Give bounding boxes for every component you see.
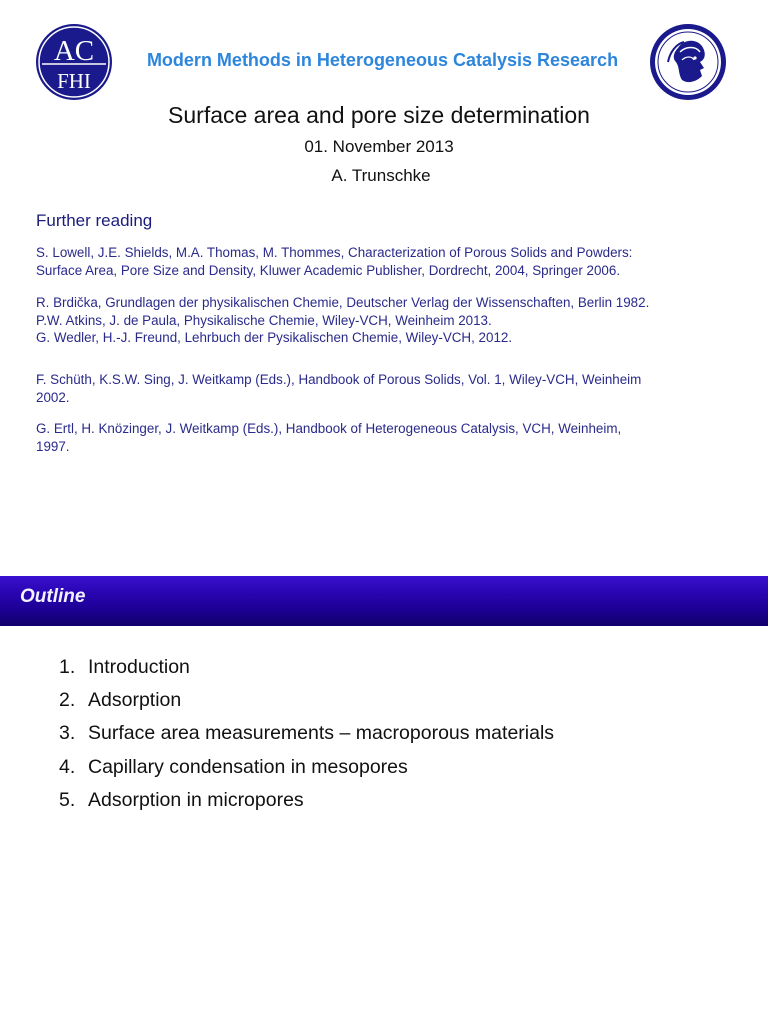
- reference-line: R. Brdička, Grundlagen der physikalischen Chemie, Deutscher Verlag der Wissenschaften, Berlin 1982.: [36, 295, 650, 310]
- reference-line: 1997.: [36, 438, 70, 454]
- outline-item: [59, 789, 304, 812]
- outline-item: [59, 756, 408, 779]
- outline-item-number: 4.: [59, 756, 76, 778]
- logo-text-top: AC: [53, 35, 95, 67]
- further-reading-heading: Further reading: [36, 211, 153, 230]
- reference-line: 2002.: [36, 389, 70, 405]
- outline-item: [59, 689, 181, 712]
- logo-text-bottom: FHI: [57, 69, 91, 93]
- reference-line: F. Schüth, K.S.W. Sing, J. Weitkamp (Eds.), Handbook of Porous Solids, Vol. 1, Wiley-VCH, Weinheim: [36, 372, 642, 387]
- outline-item-number: 5.: [59, 789, 76, 811]
- reference-line: G. Wedler, H.-J. Freund, Lehrbuch der Pysikalischen Chemie, Wiley-VCH, 2012.: [36, 330, 513, 345]
- presentation-author: A. Trunschke: [331, 166, 431, 185]
- outline-banner: [0, 576, 768, 626]
- minerva-logo: [648, 22, 728, 102]
- outline-item: [59, 656, 190, 679]
- outline-item-label: Adsorption: [88, 689, 182, 711]
- outline-title: Outline: [20, 586, 86, 607]
- reference-line: P.W. Atkins, J. de Paula, Physikalische Chemie, Wiley-VCH, Weinheim 2013.: [36, 312, 492, 328]
- presentation-title: Surface area and pore size determination: [168, 102, 590, 128]
- presentation-date: 01. November 2013: [304, 137, 454, 156]
- outline-item-label: Adsorption in micropores: [88, 789, 304, 811]
- outline-item-label: Capillary condensation in mesopores: [88, 756, 408, 778]
- reference-line: G. Ertl, H. Knözinger, J. Weitkamp (Eds.), Handbook of Heterogeneous Catalysis, VCH, Weinheim,: [36, 421, 622, 436]
- outline-item-number: 1.: [59, 656, 76, 678]
- outline-item-number: 3.: [59, 722, 76, 744]
- reference-item: [36, 371, 736, 406]
- series-title: Modern Methods in Heterogeneous Catalysis Research: [146, 50, 619, 70]
- reference-item: [36, 294, 736, 347]
- reference-item: [36, 420, 736, 455]
- outline-item: [59, 722, 554, 745]
- outline-item-label: Surface area measurements – macroporous materials: [88, 722, 555, 744]
- reference-line: Surface Area, Pore Size and Density, Kluwer Academic Publisher, Dordrecht, 2004, Springer 2006.: [36, 262, 621, 278]
- outline-item-number: 2.: [59, 689, 76, 711]
- reference-item: [36, 244, 736, 279]
- reference-line: S. Lowell, J.E. Shields, M.A. Thomas, M. Thommes, Characterization of Porous Solids and Powders:: [36, 245, 633, 260]
- outline-item-label: Introduction: [88, 656, 190, 678]
- acfhi-logo: [34, 22, 114, 102]
